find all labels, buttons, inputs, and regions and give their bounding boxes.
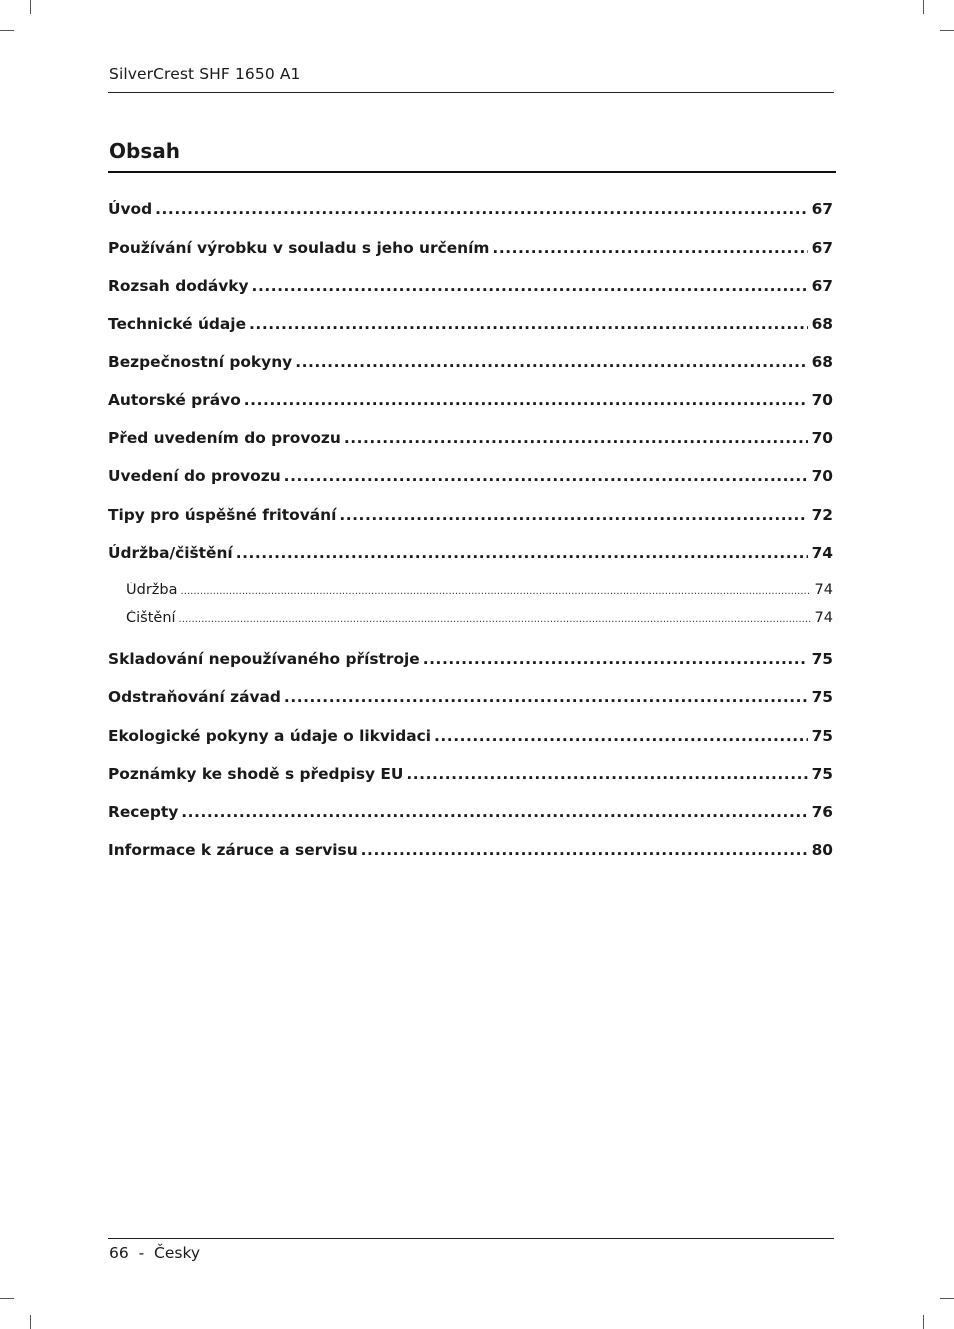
toc-entry-page-number: 74 bbox=[814, 582, 833, 598]
toc-dot-leader bbox=[181, 803, 807, 821]
toc-dot-leader bbox=[339, 506, 807, 524]
toc-entry[interactable] bbox=[108, 429, 833, 451]
toc-entry-label: Údržba bbox=[126, 582, 178, 598]
toc-entry-label: Údržba/čištění bbox=[108, 544, 233, 562]
toc-dot-leader bbox=[252, 277, 808, 295]
toc-entry-label: Úvod bbox=[108, 200, 153, 218]
crop-mark bbox=[923, 1315, 924, 1329]
toc-entry-label: Skladování nepoužívaného přístroje bbox=[108, 650, 420, 668]
toc-entry-page-number: 75 bbox=[811, 650, 833, 668]
toc-entry[interactable] bbox=[108, 727, 833, 749]
toc-entry-page-number: 74 bbox=[811, 544, 833, 562]
toc-entry-page-number: 80 bbox=[811, 841, 833, 859]
toc-entry[interactable] bbox=[108, 467, 833, 489]
toc-subentry[interactable] bbox=[126, 610, 833, 630]
crop-mark bbox=[940, 30, 954, 31]
page-footer bbox=[108, 1238, 834, 1262]
crop-mark bbox=[0, 1298, 14, 1299]
toc-entry-label: Recepty bbox=[108, 803, 179, 821]
toc-entry-label: Poznámky ke shodě s předpisy EU bbox=[108, 765, 404, 783]
toc-dot-leader bbox=[180, 586, 810, 597]
toc-dot-leader bbox=[244, 391, 808, 409]
toc-entry[interactable] bbox=[108, 544, 833, 566]
toc-entry[interactable] bbox=[108, 765, 833, 787]
toc-entry[interactable] bbox=[108, 506, 833, 528]
crop-mark bbox=[0, 30, 14, 31]
toc-dot-leader bbox=[434, 727, 808, 745]
toc-entry-label: Ekologické pokyny a údaje o likvidaci bbox=[108, 727, 431, 745]
toc-dot-leader bbox=[179, 614, 811, 625]
footer-page-label: 66 - Česky bbox=[109, 1244, 201, 1262]
toc-dot-leader bbox=[423, 650, 808, 668]
toc-entry-page-number: 70 bbox=[811, 391, 833, 409]
toc-entry-label: Před uvedením do provozu bbox=[108, 429, 341, 447]
crop-mark bbox=[30, 0, 31, 14]
toc-entry-page-number: 67 bbox=[811, 277, 833, 295]
crop-mark bbox=[923, 0, 924, 14]
toc-entry[interactable] bbox=[108, 200, 833, 222]
crop-mark bbox=[940, 1298, 954, 1299]
toc-entry-label: Používání výrobku v souladu s jeho určením bbox=[108, 239, 490, 257]
toc-dot-leader bbox=[361, 841, 808, 859]
toc-entry-page-number: 70 bbox=[811, 467, 833, 485]
toc-entry[interactable] bbox=[108, 353, 833, 375]
toc-entry[interactable] bbox=[108, 841, 833, 863]
toc-entry[interactable] bbox=[108, 650, 833, 672]
toc-entry-page-number: 76 bbox=[811, 803, 833, 821]
toc-entry-page-number: 68 bbox=[811, 353, 833, 371]
toc-entry-page-number: 75 bbox=[811, 765, 833, 783]
page-title: Obsah bbox=[109, 139, 180, 163]
toc-entry[interactable] bbox=[108, 315, 833, 337]
toc-entry-page-number: 72 bbox=[811, 506, 833, 524]
page-header bbox=[108, 64, 834, 93]
toc-subentry[interactable] bbox=[126, 582, 833, 602]
toc-entry-page-number: 67 bbox=[811, 239, 833, 257]
toc-title-bar bbox=[108, 137, 836, 173]
toc-entry-label: Technické údaje bbox=[108, 315, 247, 333]
toc-entry-page-number: 75 bbox=[811, 688, 833, 706]
toc-entry-label: Informace k záruce a servisu bbox=[108, 841, 358, 859]
toc-entry-label: Čištění bbox=[126, 610, 176, 626]
toc-entry[interactable] bbox=[108, 688, 833, 710]
toc-entry-page-number: 75 bbox=[811, 727, 833, 745]
toc-entry-page-number: 68 bbox=[811, 315, 833, 333]
toc-entry[interactable] bbox=[108, 391, 833, 413]
toc-entry-page-number: 67 bbox=[811, 200, 833, 218]
crop-mark bbox=[30, 1315, 31, 1329]
toc-dot-leader bbox=[284, 467, 808, 485]
toc-entry-label: Rozsah dodávky bbox=[108, 277, 249, 295]
toc-entry-label: Uvedení do provozu bbox=[108, 467, 281, 485]
toc-dot-leader bbox=[155, 200, 807, 218]
toc-entry-label: Tipy pro úspěšné fritování bbox=[108, 506, 337, 524]
toc-entry-label: Odstraňování závad bbox=[108, 688, 281, 706]
toc-dot-leader bbox=[284, 688, 808, 706]
toc-entry[interactable] bbox=[108, 239, 833, 261]
toc-entry-label: Bezpečnostní pokyny bbox=[108, 353, 293, 371]
toc-dot-leader bbox=[344, 429, 808, 447]
toc-dot-leader bbox=[492, 239, 807, 257]
header-product-name: SilverCrest SHF 1650 A1 bbox=[109, 65, 301, 83]
toc-dot-leader bbox=[295, 353, 807, 371]
toc-entry-page-number: 74 bbox=[814, 610, 833, 626]
toc-entry[interactable] bbox=[108, 803, 833, 825]
toc-dot-leader bbox=[249, 315, 808, 333]
toc-entry[interactable] bbox=[108, 277, 833, 299]
toc-dot-leader bbox=[406, 765, 807, 783]
toc-entry-label: Autorské právo bbox=[108, 391, 241, 409]
toc-dot-leader bbox=[236, 544, 808, 562]
toc-entry-page-number: 70 bbox=[811, 429, 833, 447]
